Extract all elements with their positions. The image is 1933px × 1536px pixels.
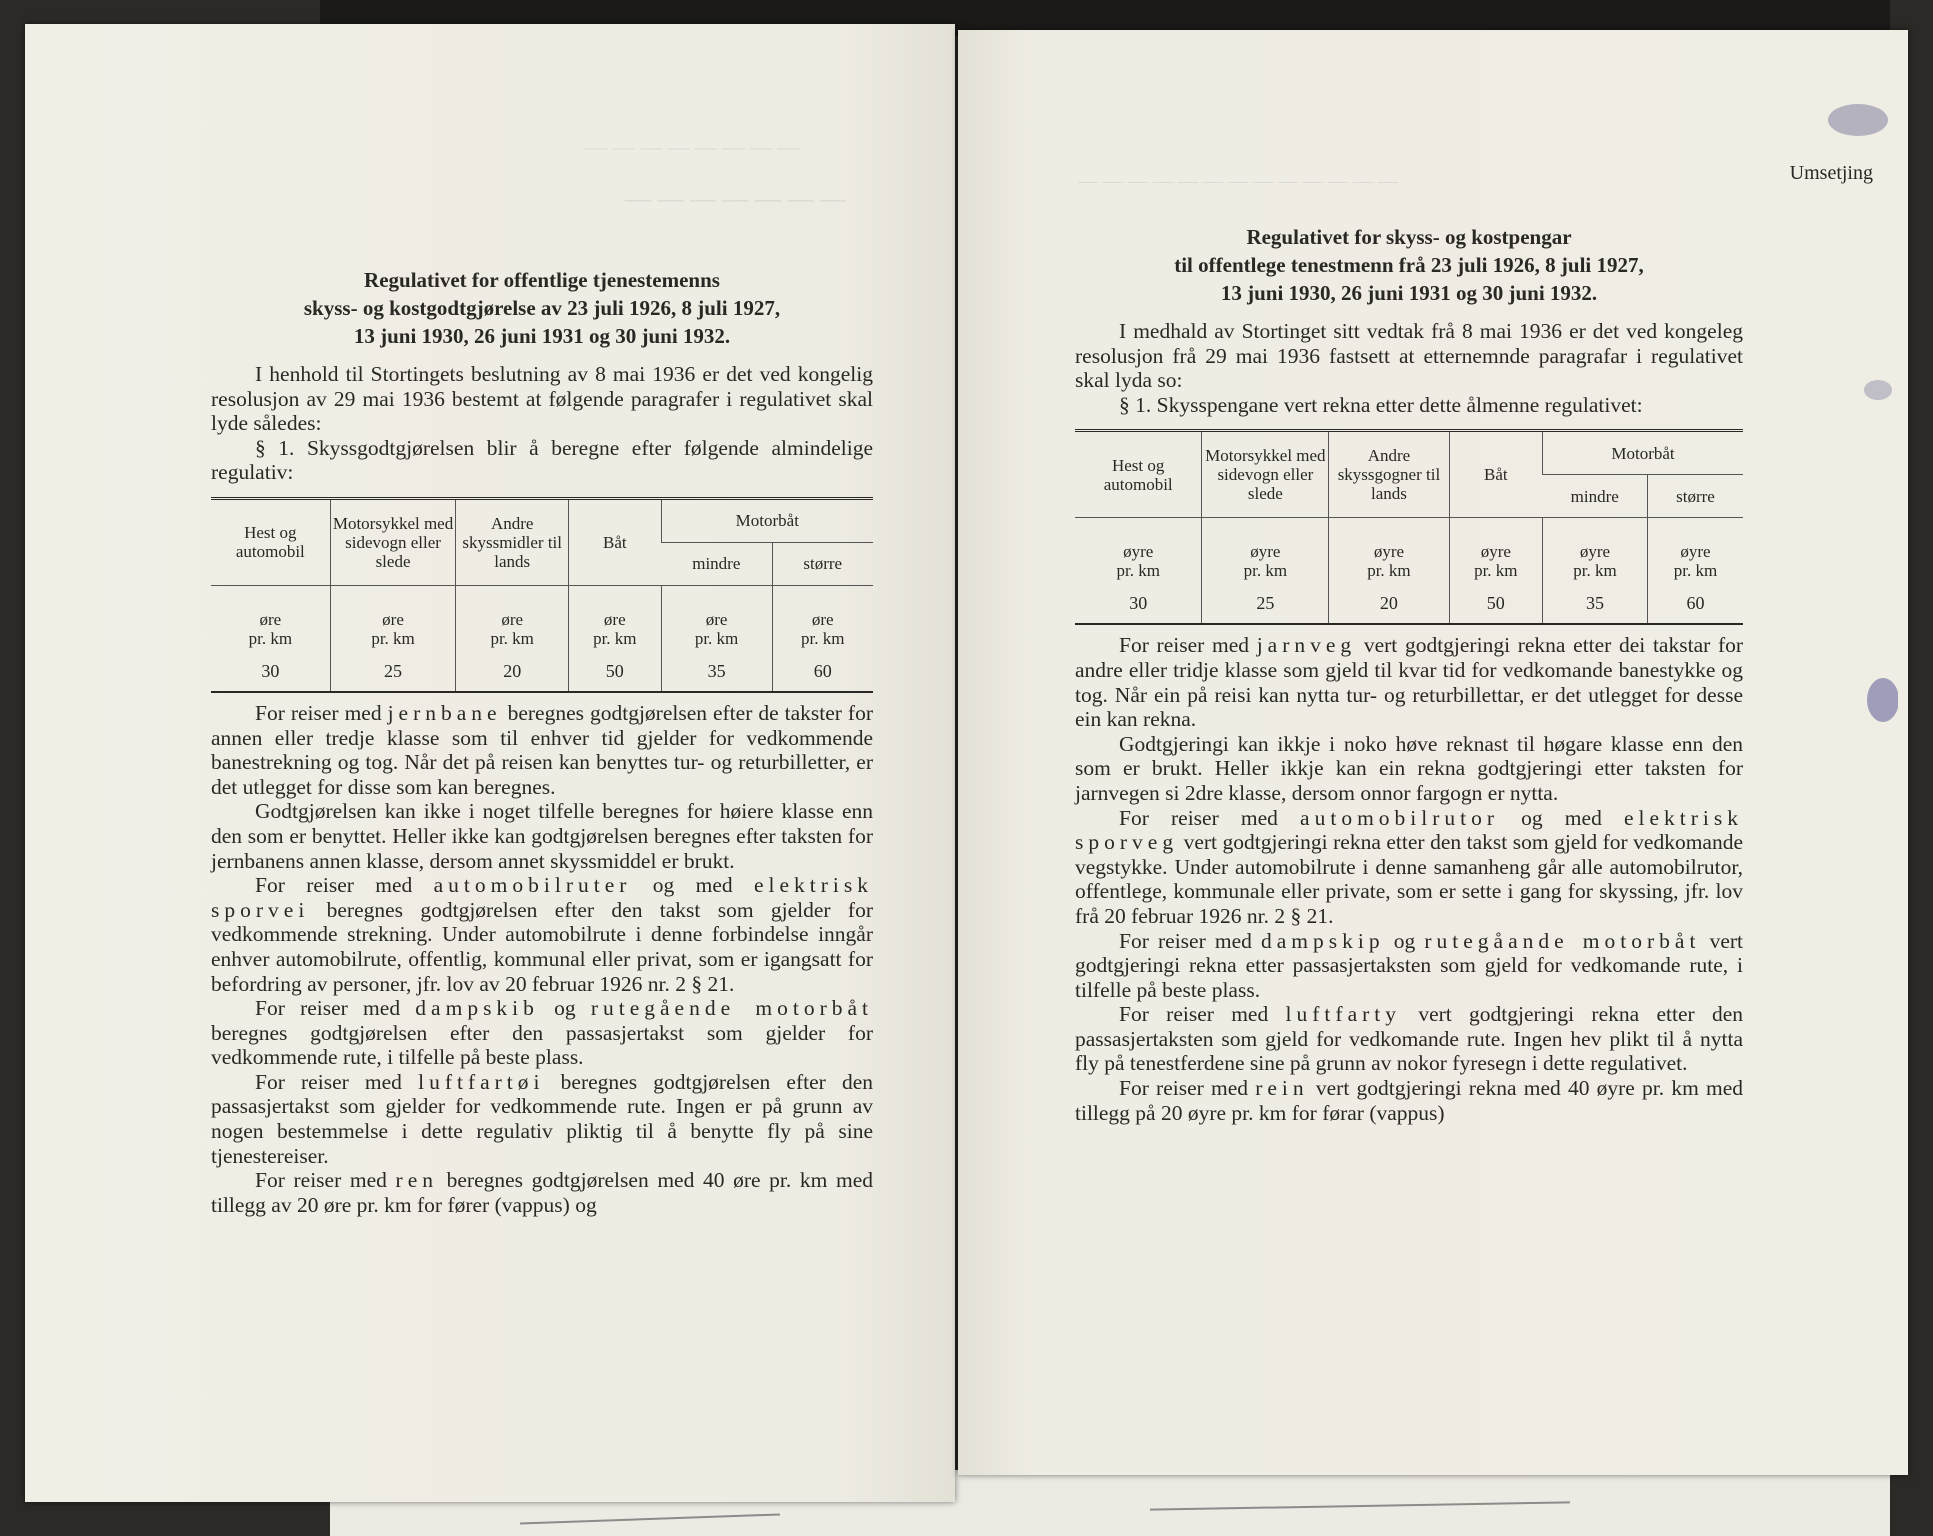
header-motorbat: Motorbåt (661, 498, 873, 542)
unit-cell: øre pr. km (772, 585, 873, 658)
right-page (958, 30, 1908, 1475)
header-bat: Båt (568, 498, 661, 585)
value-storre: 60 (772, 658, 873, 692)
right-para-ship: For reiser med dampskip og rutegåande motorbåt vert godtgjeringi rekna etter passasjertaksten som gjeld for vedkomande rute, i tilfelle på beste plass. (1075, 928, 1743, 1002)
right-para-rail: For reiser med jarnveg vert godtgjeringi rekna etter dei takstar for andre eller tridje klasse som gjeld til kvar tid for vedkomande banestykke og tog. Når ein på reisi kan nytta tur- og returbillettar, er det utlegget for desse ein kan rekna. (1075, 633, 1744, 732)
value-bat: 50 (1449, 590, 1543, 624)
value-andre: 20 (456, 658, 569, 692)
translation-label: Umsetjing (1789, 162, 1873, 184)
left-intro: I henhold til Stortingets beslutning av 8 mai 1936 er det ved kongelig resolusjon av 29 mai 1936 bestemt at følgende paragrafer i regulativet skal lyde således: (211, 362, 873, 436)
header-bat: Båt (1449, 431, 1543, 518)
right-para-air: For reiser med luftfarty vert godtgjeringi rekna etter den passasjertaksten som gjeld for vedkomande rute. Ingen hev plikt til å nytta fly på tenestferdene sine på grunn av nokor fyresegn i dette regulativet. (1075, 1002, 1744, 1076)
unit-cell: øyre pr. km (1543, 518, 1648, 591)
value-hest: 30 (1129, 593, 1148, 614)
header-storre: større (772, 542, 873, 585)
value-bat: 50 (568, 658, 661, 692)
right-para-auto: For reiser med automobilrutor og med elektrisk sporveg vert godtgjeringi rekna etter den takst som gjeld for vedkomande vegstykke. Under automobilrute i denne samanheng går alle automobilrutor, offentlege, kommunale eller private, som er sette i gang for skyssing, jfr. lov frå 20 februar 1926 nr. 2 § 21. (1075, 805, 1744, 928)
right-para-class: Godtgjeringi kan ikkje i noko høve reknast til høgare klasse enn den som er brukt. Heller ikkje kan ein rekna godtgjeringi etter taksten for jarnvegen si 2dre klasse, dersom onnor fargogn er nytta. (1075, 731, 1743, 805)
unit-cell: øre pr. km (330, 585, 456, 658)
value-hest: 30 (261, 660, 280, 681)
right-para-ren: For reiser med rein vert godtgjeringi rekna med 40 øyre pr. km med tillegg på 20 øyre pr. km for førar (vappus) (1075, 1076, 1744, 1125)
left-para-ship: For reiser med dampskib og rutegående motorbåt beregnes godtgjørelsen efter den passasjertakst som gjelder for vedkommende rute, i tilfelle på beste plass. (211, 996, 873, 1070)
value-mindre: 35 (1543, 590, 1648, 624)
unit-cell: øyre pr. km (1329, 518, 1449, 591)
unit-cell: øre pr. km (568, 585, 661, 658)
header-storre: større (1647, 475, 1743, 518)
unit-cell: øre pr. km (661, 585, 772, 658)
value-storre: 60 (1647, 590, 1743, 624)
left-para-ren: For reiser med ren beregnes godtgjørelsen med 40 øre pr. km med tillegg av 20 øre pr. km for fører (vappus) og (211, 1168, 874, 1217)
unit-cell: øyre pr. km (1202, 518, 1329, 591)
header-andre: Andre skyssgogner til lands (1329, 431, 1449, 518)
header-motorsykkel: Motorsykkel med sidevogn eller slede (1202, 431, 1329, 518)
right-rate-table (1075, 429, 1743, 625)
left-para-air: For reiser med luftfartøi beregnes godtgjørelsen efter den passasjertakst som gjelder for vedkommende rute. Ingen er på grunn av nogen bestemmelse i dette regulativ pliktig til å benytte fly på sine tjenestereiser. (211, 1069, 873, 1168)
header-hest: Hest og automobil (211, 498, 330, 585)
header-mindre: mindre (1543, 475, 1648, 518)
header-motorbat: Motorbåt (1543, 431, 1743, 475)
header-andre: Andre skyssmidler til lands (456, 498, 569, 585)
left-page (25, 24, 955, 1502)
left-rate-table (211, 497, 873, 693)
value-motorsykkel: 25 (1202, 590, 1329, 624)
unit-cell: øyre pr. km (1647, 518, 1743, 591)
value-motorsykkel: 25 (330, 658, 456, 692)
unit-cell: øre pr. km (248, 609, 293, 648)
header-mindre: mindre (661, 542, 772, 585)
unit-cell: øre pr. km (456, 585, 569, 658)
right-title: Regulativet for skyss- og kostpengar til offentlege tenestmenn frå 23 juli 1926, 8 juli 1927, 13 juni 1930, 26 juni 1931 og 30 juni 1932. (1174, 225, 1644, 305)
unit-cell: øyre pr. km (1116, 542, 1160, 581)
header-motorsykkel: Motorsykkel med sidevogn eller slede (330, 498, 456, 585)
value-mindre: 35 (661, 658, 772, 692)
left-section1: § 1. Skyssgodtgjørelsen blir å beregne efter følgende almindelige regulativ: (211, 435, 873, 485)
left-title: Regulativet for offentlige tjenestemenns skyss- og kostgodtgjørelse av 23 juli 1926, 8 juli 1927, 13 juni 1930, 26 juni 1931 og 30 juni 1932. (303, 268, 781, 348)
value-andre: 20 (1329, 590, 1449, 624)
bleed-through-text: — — — — — — — (625, 184, 846, 213)
left-para-rail: For reiser med jernbane beregnes godtgjørelsen efter de takster for annen eller tredje klasse som til enhver tid gjelder for vedkommende banestrekning og tog. Når det på reisen kan benyttes tur- og returbilletter, er det utlegget for disse som kan beregnes. (211, 700, 873, 799)
unit-cell: øyre pr. km (1449, 518, 1543, 591)
left-para-class: Godtgjørelsen kan ikke i noget tilfelle beregnes for høiere klasse enn den som er benyttet. Heller ikke kan godtgjørelsen beregnes efter taksten for jernbanens annen klasse, dersom annet skyssmiddel er brukt. (211, 799, 873, 873)
ink-stain (1788, 60, 1898, 760)
header-hest: Hest og automobil (1075, 431, 1202, 518)
bleed-through-text: — — — — — — — — — — — — — (1078, 170, 1398, 192)
bleed-through-text: — — — — — — — — (585, 134, 800, 159)
left-para-auto: For reiser med automobilruter og med elektrisk sporvei beregnes godtgjørelsen efter den takst som gjelder for vedkommende strekning. Under automobilrute i denne forbindelse inngår enhver automobilrute, offentlig, kommunal eller privat, som er igangsatt for befordring av personer, jfr. lov av 20 februar 1926 nr. 2 § 21. (211, 873, 874, 996)
right-section1: § 1. Skysspengane vert rekna etter dette ålmenne regulativet: (1119, 392, 1643, 417)
right-intro: I medhald av Stortinget sitt vedtak frå 8 mai 1936 er det ved kongeleg resolusjon frå 29 mai 1936 fastsett at etternemnde paragrafar i regulativet skal lyda so: (1075, 319, 1743, 393)
